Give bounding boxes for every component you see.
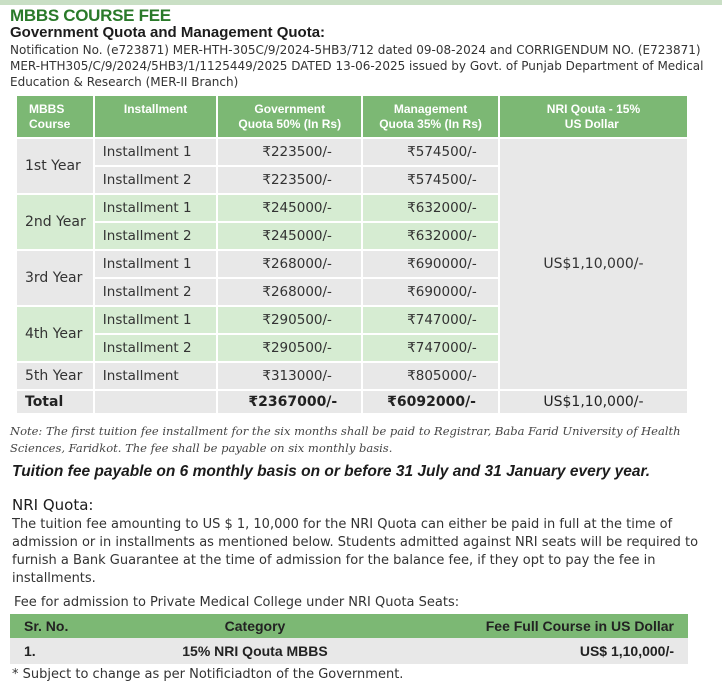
govt-fee-cell: ₹268000/- — [217, 250, 362, 278]
header-category: Category — [130, 614, 380, 638]
govt-fee-cell: ₹245000/- — [217, 194, 362, 222]
mgmt-fee-cell: ₹690000/- — [362, 250, 499, 278]
section-subtitle: Government Quota and Management Quota: — [10, 24, 326, 41]
table-row — [10, 638, 688, 664]
mgmt-fee-cell: ₹574500/- — [362, 166, 499, 194]
nri-table-header — [10, 614, 688, 638]
installment-cell: Installment 1 — [94, 138, 218, 166]
notification-text: Notification No. (e723871) MER-HTH-305C/9/2024-5HB3/712 dated 09-08-2024 and CORRIGENDUM NO. (E723871) MER-HTH305/C/9/2024/5HB3/1/1125449/2025 DATED 13-06-2025 issued by Govt. of Punjab Department of Medical Education & Research (MER-II Branch) — [10, 43, 704, 89]
installment-cell: Installment 1 — [94, 306, 218, 334]
govt-fee-cell: ₹290500/- — [217, 334, 362, 362]
top-strip — [0, 0, 722, 5]
year-cell: 5th Year — [16, 362, 94, 390]
total-label: Total — [16, 390, 94, 414]
installment-cell: Installment 2 — [94, 166, 218, 194]
total-govt-fee: ₹2367000/- — [217, 390, 362, 414]
installment-cell: Installment 2 — [94, 222, 218, 250]
mgmt-fee-cell: ₹747000/- — [362, 306, 499, 334]
header-fee-full-course: Fee Full Course in US Dollar — [380, 614, 688, 638]
mgmt-fee-cell: ₹805000/- — [362, 362, 499, 390]
installment-cell: Installment 1 — [94, 250, 218, 278]
header-govt-quota: Government Quota 50% (In Rs) — [217, 95, 362, 138]
header-installment: Installment — [94, 95, 218, 138]
mgmt-fee-cell: ₹632000/- — [362, 194, 499, 222]
mgmt-fee-cell: ₹574500/- — [362, 138, 499, 166]
year-cell: 4th Year — [16, 306, 94, 362]
year-cell: 1st Year — [16, 138, 94, 194]
nri-paragraph: The tuition fee amounting to US $ 1, 10,000 for the NRI Quota can either be paid in full at the time of admission or in installments as mentioned below. Students admitted against NRI seats will be required to furnish a Bank Guarantee at the time of admission for the balance fee, if they opt to pay the fee in installments. — [12, 517, 699, 586]
header-sr-no: Sr. No. — [10, 614, 130, 638]
mgmt-fee-cell: ₹747000/- — [362, 334, 499, 362]
note-text: Note: The first tuition fee installment for the six months shall be paid to Registrar, Baba Farid University of Health Sciences, Faridkot. The fee shall be payable on six monthly basis. — [10, 424, 681, 455]
nri-heading: NRI Quota: — [12, 496, 94, 514]
fee-cell: US$ 1,10,000/- — [380, 638, 688, 664]
installment-cell: Installment — [94, 362, 218, 390]
fee-table-header — [16, 95, 688, 138]
total-mgmt-fee: ₹6092000/- — [362, 390, 499, 414]
footnote: * Subject to change as per Notificiadton of the Government. — [12, 667, 404, 682]
govt-fee-cell: ₹290500/- — [217, 306, 362, 334]
installment-cell: Installment 2 — [94, 278, 218, 306]
installment-cell: Installment 1 — [94, 194, 218, 222]
header-course: MBBS Course — [16, 95, 94, 138]
category-cell: 15% NRI Qouta MBBS — [130, 638, 380, 664]
year-cell: 2nd Year — [16, 194, 94, 250]
page-title: MBBS COURSE FEE — [10, 6, 171, 25]
header-nri-quota: NRI Qouta - 15% US Dollar — [499, 95, 688, 138]
govt-fee-cell: ₹313000/- — [217, 362, 362, 390]
total-installment-cell — [94, 390, 218, 414]
sr-no-cell: 1. — [10, 638, 130, 664]
mgmt-fee-cell: ₹632000/- — [362, 222, 499, 250]
govt-fee-cell: ₹223500/- — [217, 138, 362, 166]
tuition-notice: Tuition fee payable on 6 monthly basis on or before 31 July and 31 January every year. — [12, 463, 651, 480]
fee-table — [15, 94, 689, 415]
total-row — [16, 390, 688, 414]
nri-fee-cell: US$1,10,000/- — [499, 138, 688, 390]
nri-fee-admission-text: Fee for admission to Private Medical College under NRI Quota Seats: — [14, 595, 460, 610]
govt-fee-cell: ₹268000/- — [217, 278, 362, 306]
table-row — [16, 138, 688, 166]
header-mgmt-quota: Management Quota 35% (In Rs) — [362, 95, 499, 138]
total-nri-fee: US$1,10,000/- — [499, 390, 688, 414]
govt-fee-cell: ₹245000/- — [217, 222, 362, 250]
govt-fee-cell: ₹223500/- — [217, 166, 362, 194]
nri-fee-table — [10, 614, 688, 664]
year-cell: 3rd Year — [16, 250, 94, 306]
mgmt-fee-cell: ₹690000/- — [362, 278, 499, 306]
installment-cell: Installment 2 — [94, 334, 218, 362]
